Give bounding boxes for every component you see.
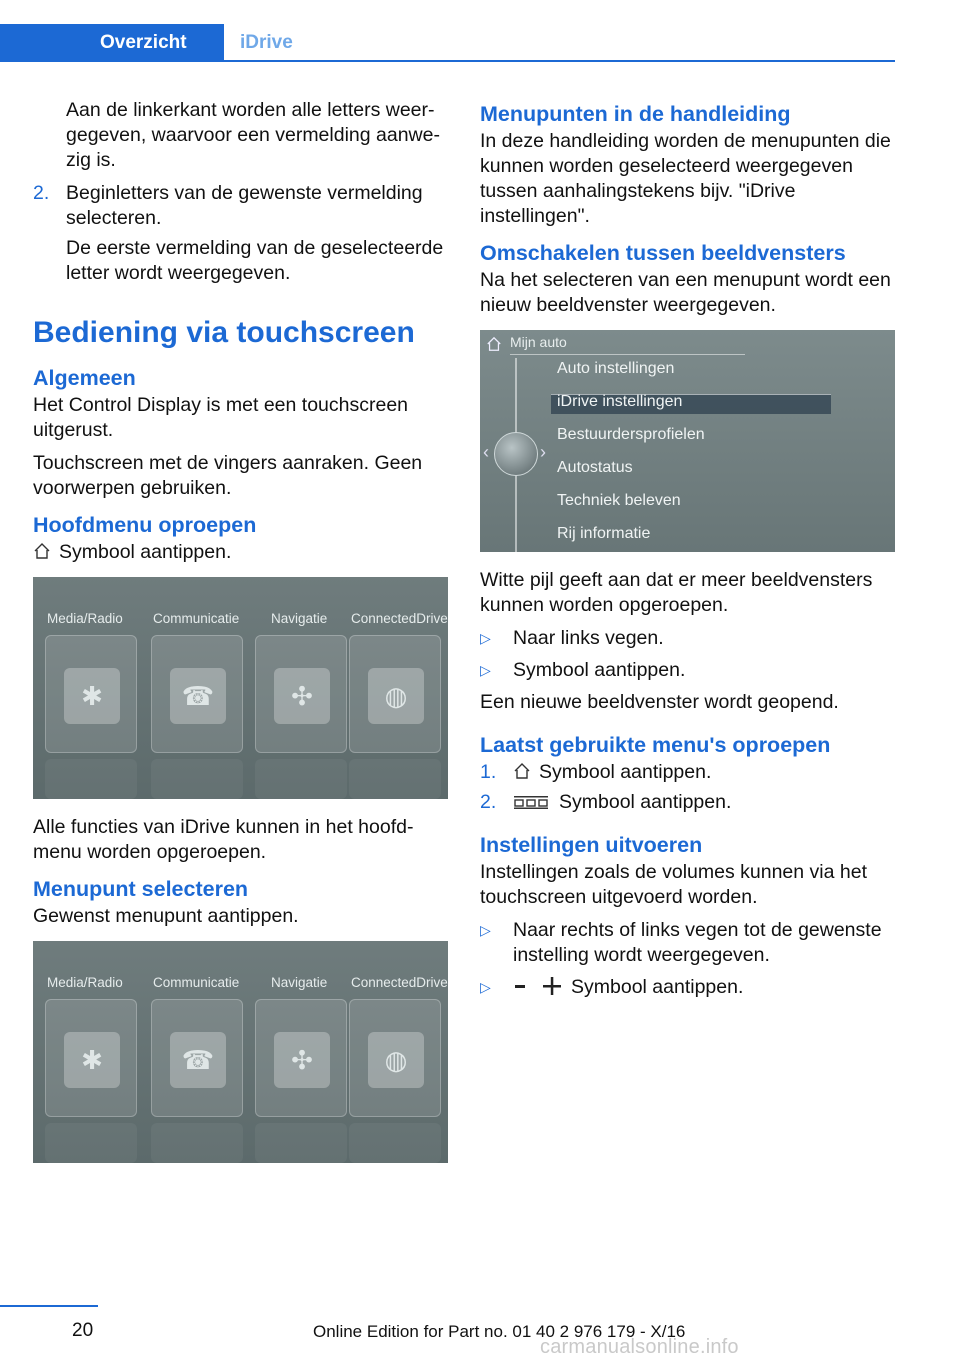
heading-menupunt: Menupunt selecteren (33, 877, 249, 901)
minus-plus-icon (513, 977, 565, 995)
arrow-right-icon: › (540, 442, 546, 462)
right-column (480, 100, 898, 1007)
bullet-label: Symbool aantippen. (571, 976, 744, 998)
step-text: Beginletters van de gewenste vermelding selecteren. (66, 182, 423, 229)
header-rule (0, 60, 895, 62)
heading-laatst: Laatst gebruikte menu's oproepen (480, 733, 831, 757)
heading-algemeen: Algemeen (33, 366, 136, 390)
bullet-triangle-icon: ▷ (480, 630, 491, 646)
heading-handleiding: Menupunten in de handleiding (480, 102, 791, 126)
map-icon: ✣ (274, 1032, 330, 1088)
algemeen-p1: Het Control Display is met een touchscreen uitgerust. (33, 394, 409, 441)
media-card (45, 999, 137, 1117)
screen-label-communicatie: Communicatie (153, 611, 240, 626)
hoofdmenu-label: Symbool aantippen. (59, 541, 232, 563)
home-icon (513, 762, 531, 780)
page-header (0, 24, 895, 62)
watermark: carmanualsonline.info (540, 1336, 739, 1358)
reflection (45, 1123, 137, 1163)
tab-idrive[interactable]: iDrive (240, 32, 293, 53)
bullet-text: Naar links vegen. (513, 627, 664, 649)
laatst-step-2 (480, 790, 898, 815)
algemeen-p2: Touchscreen met de vingers aanraken. Geen voorwerpen gebruiken. (33, 452, 423, 499)
home-icon (33, 542, 51, 560)
bullet-triangle-icon: ▷ (480, 662, 491, 678)
instellingen-text: Instellingen zoals de volumes kunnen via het touchscreen uitgevoerd worden. (480, 861, 867, 908)
arrow-left-icon: ‹ (483, 442, 489, 462)
menu-item-bestuurdersprofielen[interactable]: Bestuurdersprofielen (557, 426, 705, 443)
reflection (151, 1123, 243, 1163)
step-number: 2. (480, 791, 497, 813)
heading-omschakelen: Omschakelen tussen beeldvensters (480, 241, 846, 265)
page-number: 20 (72, 1320, 94, 1341)
left-column (33, 98, 451, 1179)
communicatie-card (151, 635, 243, 753)
main-menu-screenshot-2 (33, 941, 448, 1163)
footer-rule (0, 1305, 98, 1307)
phone-icon: ☎ (170, 668, 226, 724)
reflection (45, 759, 137, 799)
bullet-item (480, 975, 898, 1000)
bullet-text (513, 975, 898, 1000)
mijn-auto-screenshot (480, 330, 895, 552)
reflection (255, 1123, 347, 1163)
phone-icon: ☎ (170, 1032, 226, 1088)
bullet-triangle-icon: ▷ (480, 979, 491, 995)
reflection (349, 759, 441, 799)
media-card (45, 635, 137, 753)
after-screen-text: Alle functies van iDrive kunnen in het hoofdmenu worden opgeroepen. (33, 816, 414, 863)
menu-item-autostatus[interactable]: Autostatus (557, 459, 633, 476)
menu-item-auto-instellingen[interactable]: Auto instellingen (557, 360, 675, 377)
step-label: Symbool aantippen. (539, 761, 712, 783)
menu-breadcrumb: Mijn auto (510, 334, 567, 350)
menu-item-rij-informatie[interactable]: Rij informatie (557, 525, 651, 542)
breadcrumb-rule (510, 354, 745, 355)
bluetooth-icon: ✱ (64, 668, 120, 724)
connecteddrive-card (349, 999, 441, 1117)
bullet-item (480, 626, 898, 651)
menu-item-idrive-instellingen[interactable]: iDrive instellingen (557, 393, 683, 410)
reflection (349, 1123, 441, 1163)
tab-overzicht[interactable]: Overzicht (0, 24, 224, 62)
connecteddrive-card (349, 635, 441, 753)
step-text (513, 790, 898, 815)
laatst-step-1 (480, 760, 898, 785)
communicatie-card (151, 999, 243, 1117)
bullet-text: Naar rechts of links vegen tot de gewenste instelling wordt weergegeven. (513, 919, 882, 966)
reflection (255, 759, 347, 799)
bullet-item (480, 918, 898, 968)
recent-menus-icon (513, 795, 549, 809)
step-label: Symbool aantippen. (559, 791, 732, 813)
map-icon: ✣ (274, 668, 330, 724)
globe-icon: ◍ (368, 1032, 424, 1088)
navigatie-card (255, 999, 347, 1117)
bullet-item (480, 658, 898, 683)
step-2 (33, 181, 451, 231)
navigatie-card (255, 635, 347, 753)
nieuw-venster-text: Een nieuwe beeldvenster wordt geopend. (480, 691, 839, 713)
step-note: De eerste vermelding van de geselecteerde letter wordt weergegeven. (66, 237, 444, 284)
hoofdmenu-text (33, 540, 451, 565)
intro-text: Aan de linkerkant worden alle letters weergegeven, waarvoor een vermelding aanwezig is. (66, 99, 440, 171)
page-title: Bediening via touchscreen (33, 316, 415, 349)
main-menu-screenshot (33, 577, 448, 799)
controller-knob-icon (494, 432, 538, 476)
screen-label-connecteddrive: ConnectedDrive (351, 611, 448, 626)
screen-label-media: Media/Radio (47, 611, 123, 626)
handleiding-text: In deze handleiding worden de menupunten die kunnen worden geselecteerd weergegeven tussen aanhalingstekens bijv. "iDrive instellingen". (480, 130, 891, 227)
reflection (151, 759, 243, 799)
heading-instellingen: Instellingen uitvoeren (480, 833, 703, 857)
edition-text: Online Edition for Part no. 01 40 2 976 179 - X/16 (313, 1322, 686, 1341)
home-icon (486, 336, 502, 352)
screen-label-navigatie: Navigatie (271, 611, 328, 626)
witte-pijl-text: Witte pijl geeft aan dat er meer beeldvensters kunnen worden opgeroepen. (480, 569, 873, 616)
screen-label-communicatie: Communicatie (153, 975, 240, 990)
heading-hoofdmenu: Hoofdmenu oproepen (33, 513, 257, 537)
bullet-triangle-icon: ▷ (480, 922, 491, 938)
globe-icon: ◍ (368, 668, 424, 724)
menupunt-text: Gewenst menupunt aantippen. (33, 905, 299, 927)
menu-item-techniek-beleven[interactable]: Techniek beleven (557, 492, 681, 509)
step-text (513, 760, 898, 785)
bullet-text: Symbool aantippen. (513, 659, 686, 681)
bluetooth-icon: ✱ (64, 1032, 120, 1088)
step-number: 2. (33, 182, 50, 204)
screen-label-connecteddrive: ConnectedDrive (351, 975, 448, 990)
screen-label-navigatie: Navigatie (271, 975, 328, 990)
step-number: 1. (480, 761, 497, 783)
screen-label-media: Media/Radio (47, 975, 123, 990)
omschakelen-text: Na het selecteren van een menupunt wordt een nieuw beeldvenster weergegeven. (480, 269, 891, 316)
